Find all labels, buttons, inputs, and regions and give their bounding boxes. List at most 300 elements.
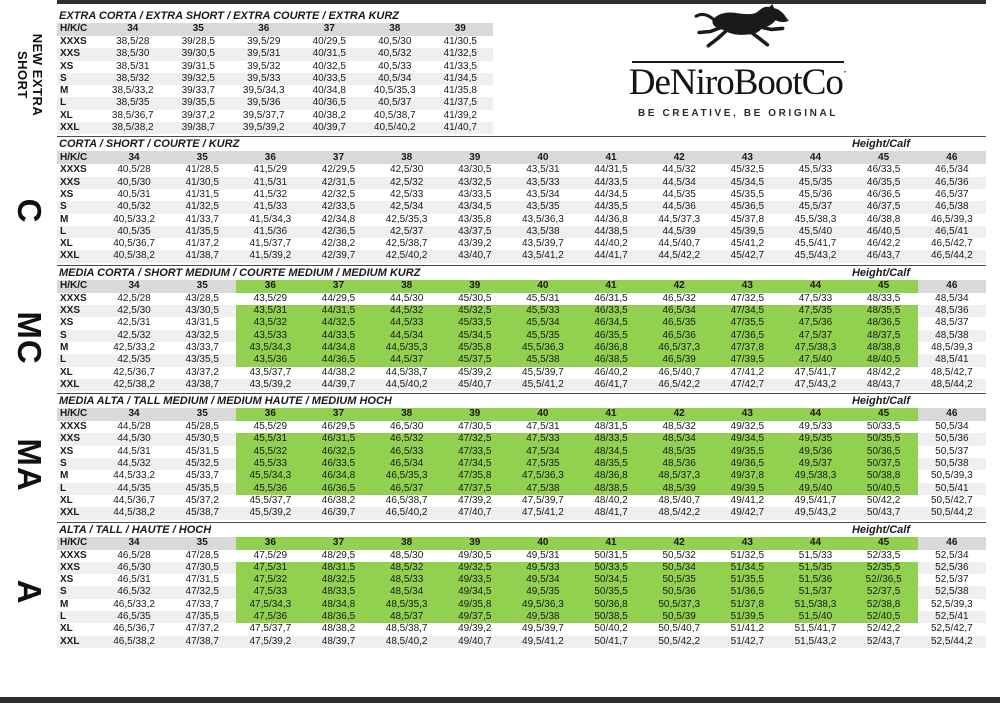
size-cell: 43/35,8 <box>458 213 492 225</box>
size-cell: 40,5/38,2 <box>113 250 155 262</box>
size-cell: 45,5/32 <box>236 446 304 458</box>
size-cell: 41/39,2 <box>443 109 477 121</box>
column-header: 44 <box>781 537 849 550</box>
size-cell: 47,5/36 <box>781 317 849 329</box>
size-cell: 45,5/31 <box>236 433 304 445</box>
column-header: 34 <box>100 280 168 293</box>
table-row <box>57 446 986 458</box>
size-cell: 40/33,5 <box>312 72 346 84</box>
size-cell: 46/34,8 <box>304 470 372 482</box>
size-cell: 50/40,2 <box>594 623 628 635</box>
row-label: XXL <box>60 507 80 519</box>
size-cell: 45/32,5 <box>441 305 509 317</box>
size-cell: 46/37,5 <box>866 201 901 213</box>
table-row <box>57 293 986 305</box>
row-label: XXS <box>60 48 81 60</box>
size-cell: 52/38,8 <box>850 599 918 611</box>
size-cell: 46,5/38,7 <box>385 494 428 506</box>
size-cell: 40,5/37 <box>378 97 412 109</box>
size-cell: 48/36,8 <box>577 470 645 482</box>
size-cell: 45,5/37,7 <box>249 494 292 506</box>
size-cell: 49/35,8 <box>441 599 509 611</box>
table-row <box>57 36 493 48</box>
row-label: XXS <box>60 561 81 573</box>
size-cell: 50,5/36 <box>645 586 713 598</box>
size-cell: 51/37,8 <box>713 599 781 611</box>
table-row <box>57 379 986 391</box>
size-cell: 40/29,5 <box>312 36 346 47</box>
size-cell: 50/36,5 <box>850 446 918 458</box>
size-cell: 49,5/40 <box>781 483 849 495</box>
size-cell: 48/37,5 <box>850 330 918 342</box>
size-cell: 42,5/40,2 <box>385 250 428 262</box>
column-header: 45 <box>850 151 918 164</box>
size-cell: 48,5/40,7 <box>658 494 701 506</box>
size-cell: 49/41,2 <box>730 494 765 506</box>
size-cell: 44,5/37 <box>373 354 441 366</box>
size-cell: 50,5/35 <box>645 574 713 586</box>
size-cell: 52,5/42,7 <box>930 623 973 635</box>
table-row <box>57 189 986 201</box>
size-cell: 50/35,5 <box>577 586 645 598</box>
column-header: 36 <box>231 23 297 36</box>
size-cell: 48,5/37,3 <box>645 470 713 482</box>
size-cell: 50,5/38 <box>935 458 969 470</box>
size-cell: 41,5/29 <box>253 164 288 176</box>
size-cell: 45,5/35 <box>798 176 833 188</box>
row-label: XXXS <box>60 164 87 176</box>
table-title: EXTRA CORTA / EXTRA SHORT / EXTRA COURTE / EXTRA KURZ <box>59 10 400 22</box>
size-cell: 48/33,5 <box>577 433 645 445</box>
size-cell: 47/34,5 <box>713 305 781 317</box>
size-cell: 44,5/31 <box>117 445 151 457</box>
row-label: XXS <box>60 176 81 188</box>
size-cell: 48/38,8 <box>850 342 918 354</box>
size-cell: 44/31,5 <box>304 305 372 317</box>
size-cell: 48,5/42,7 <box>930 366 973 378</box>
side-label-short-medium <box>10 311 48 364</box>
size-cell: 41,5/34,3 <box>249 213 292 225</box>
column-header: 41 <box>577 151 645 164</box>
size-cell: 43,5/32 <box>236 317 304 329</box>
size-cell: 46,5/33 <box>373 446 441 458</box>
size-cell: 51,5/36 <box>781 574 849 586</box>
size-cell: 45/34,5 <box>441 330 509 342</box>
size-table <box>57 280 986 391</box>
size-cell: 41/38,7 <box>185 250 219 262</box>
row-label: M <box>60 85 69 97</box>
size-cell: 45,5/34 <box>509 317 577 329</box>
size-cell: 46/36,5 <box>866 188 901 200</box>
row-label: L <box>60 482 67 494</box>
size-cell: 51,5/37 <box>781 586 849 598</box>
size-cell: 44,5/35,3 <box>373 342 441 354</box>
size-cell: 42/32,5 <box>321 188 356 200</box>
size-cell: 45/34,5 <box>730 176 765 188</box>
size-cell: 47/32,5 <box>441 433 509 445</box>
size-cell: 47/34,5 <box>441 458 509 470</box>
table-row <box>57 507 986 519</box>
column-header: 35 <box>166 23 232 36</box>
size-cell: 48,5/35 <box>645 446 713 458</box>
size-cell: 42,5/35 <box>117 354 151 366</box>
size-cell: 44,5/40,2 <box>385 378 428 390</box>
size-cell: 48/32,5 <box>304 574 372 586</box>
size-cell: 42,5/32 <box>389 176 424 188</box>
size-cell: 46/42,2 <box>866 238 901 250</box>
row-label: L <box>60 354 67 366</box>
table-row <box>57 458 986 470</box>
side-label-extra-short <box>14 34 44 117</box>
table-row <box>57 177 986 189</box>
size-cell: 39/32,5 <box>181 72 215 84</box>
column-header: 45 <box>850 280 918 293</box>
size-cell: 47,5/36 <box>236 611 304 623</box>
size-cell: 45/28,5 <box>185 421 219 433</box>
size-cell: 39,5/31 <box>247 48 281 60</box>
size-cell: 45/30,5 <box>458 292 492 304</box>
size-cell: 44,5/36,7 <box>113 494 155 506</box>
size-cell: 41/37,2 <box>185 238 219 250</box>
size-cell: 47/36,5 <box>713 330 781 342</box>
size-cell: 48/35,5 <box>577 458 645 470</box>
size-cell: 52/33,5 <box>866 549 901 561</box>
size-cell: 47,5/33 <box>236 586 304 598</box>
column-header: 34 <box>100 537 168 550</box>
size-cell: 39/30,5 <box>181 48 215 60</box>
size-cell: 49/42,7 <box>730 507 765 519</box>
size-cell: 44,5/32 <box>373 305 441 317</box>
size-cell: 49,5/38,3 <box>781 470 849 482</box>
size-cell: 41,5/37,7 <box>249 238 292 250</box>
size-cell: 45,5/33 <box>509 305 577 317</box>
size-cell: 47,5/37,7 <box>249 623 292 635</box>
height-calf-label: Height/Calf <box>851 138 910 151</box>
size-cell: 49,5/34 <box>509 574 577 586</box>
size-cell: 41/35,5 <box>185 225 219 237</box>
table-row <box>57 586 986 598</box>
size-cell: 44/32,5 <box>304 317 372 329</box>
table-title: MEDIA ALTA / TALL MEDIUM / MEDIUM HAUTE / MEDIUM HOCH <box>59 395 392 408</box>
size-cell: 50,5/32 <box>662 549 696 561</box>
size-cell: 47,5/39,7 <box>522 494 564 506</box>
size-cell: 43,5/29 <box>253 292 288 304</box>
size-cell: 52/35,5 <box>850 562 918 574</box>
corner-header: H/K/C <box>57 280 100 293</box>
size-cell: 46,5/38,2 <box>113 635 155 647</box>
size-cell: 50/33,5 <box>866 421 901 433</box>
size-cell: 40/38,2 <box>312 109 346 121</box>
size-cell: 41,5/32 <box>253 188 288 200</box>
column-header: 46 <box>918 280 986 293</box>
row-label: M <box>60 341 69 353</box>
size-cell: 43/32,5 <box>458 176 492 188</box>
side-label-short <box>10 199 48 224</box>
size-cell: 47,5/41,2 <box>522 507 564 519</box>
size-cell: 48,5/34 <box>645 433 713 445</box>
size-cell: 43,5/41,2 <box>522 250 564 262</box>
row-label: XL <box>60 623 73 635</box>
size-cell: 46,5/42,7 <box>930 238 973 250</box>
size-cell: 44/36,8 <box>594 213 628 225</box>
column-header: 38 <box>373 280 441 293</box>
table-row <box>57 48 493 60</box>
table-title: CORTA / SHORT / COURTE / KURZ <box>59 138 240 151</box>
column-header: 37 <box>304 151 372 164</box>
size-cell: 45,5/36 <box>236 483 304 495</box>
column-header: 42 <box>645 151 713 164</box>
column-header: 43 <box>713 408 781 421</box>
table-row <box>57 110 493 122</box>
row-label: XXS <box>60 433 81 445</box>
size-cell: 44,5/38,2 <box>113 507 155 519</box>
row-label: XS <box>60 445 74 457</box>
size-cell: 42,5/33 <box>389 188 424 200</box>
size-cell: 46/33,5 <box>866 164 901 176</box>
size-cell: 49,5/39,7 <box>522 623 564 635</box>
size-cell: 46,5/40,7 <box>658 366 701 378</box>
size-cell: 46,5/36 <box>645 330 713 342</box>
size-cell: 44,5/35 <box>117 482 151 494</box>
size-cell: 48,5/34 <box>935 292 969 304</box>
column-header: 37 <box>297 23 363 36</box>
size-cell: 43/28,5 <box>185 292 219 304</box>
size-cell: 44,5/42,2 <box>658 250 701 262</box>
size-cell: 48,5/35,3 <box>373 599 441 611</box>
row-label: S <box>60 72 67 84</box>
size-cell: 47/37,2 <box>185 623 219 635</box>
size-cell: 43,5/31 <box>236 305 304 317</box>
size-cell: 43/35,5 <box>185 354 219 366</box>
size-cell: 48/38,5 <box>577 483 645 495</box>
size-cell: 44/35,5 <box>594 201 628 213</box>
size-cell: 52/43,7 <box>866 635 901 647</box>
size-cell: 46,5/40,2 <box>385 507 428 519</box>
size-cell: 43/38,7 <box>185 378 219 390</box>
size-cell: 50/35,5 <box>850 433 918 445</box>
size-cell: 40,5/30 <box>378 36 412 47</box>
size-cell: 39/31,5 <box>181 60 215 72</box>
size-cell: 50,5/37,3 <box>645 599 713 611</box>
size-cell: 52,5/34 <box>935 549 969 561</box>
size-cell: 47,5/34,3 <box>236 599 304 611</box>
size-cell: 38,5/33,2 <box>111 85 154 97</box>
size-cell: 48,5/36 <box>935 305 969 317</box>
row-label: XXXS <box>60 549 87 561</box>
corner-header: H/K/C <box>57 537 100 550</box>
row-label: XL <box>60 494 73 506</box>
size-cell: 42/36,5 <box>321 225 356 237</box>
column-header: 46 <box>918 408 986 421</box>
size-cell: 43,5/31 <box>526 164 560 176</box>
size-cell: 51/36,5 <box>713 586 781 598</box>
size-cell: 52/42,2 <box>866 623 901 635</box>
row-label: XL <box>60 109 73 121</box>
size-cell: 43/37,5 <box>458 225 492 237</box>
row-label: S <box>60 586 67 598</box>
size-cell: 48,5/30 <box>389 549 424 561</box>
column-header: 42 <box>645 280 713 293</box>
size-cell: 43,5/36,3 <box>522 213 564 225</box>
size-cell: 52,5/38 <box>935 586 969 598</box>
size-cell: 40,5/32 <box>117 201 151 213</box>
size-cell: 44/34,5 <box>594 188 628 200</box>
size-cell: 48,5/36 <box>645 458 713 470</box>
size-cell: 45,5/36,3 <box>509 342 577 354</box>
size-cell: 44,5/28 <box>117 421 151 433</box>
size-cell: 44/39,7 <box>321 378 356 390</box>
size-cell: 42/29,5 <box>321 164 356 176</box>
column-header: 44 <box>781 280 849 293</box>
size-cell: 46/43,7 <box>866 250 901 262</box>
table-row <box>57 354 986 366</box>
size-cell: 48,5/42,2 <box>658 507 701 519</box>
size-cell: 41,5/31 <box>253 176 288 188</box>
column-header: 35 <box>168 408 236 421</box>
size-cell: 44,5/32 <box>662 164 696 176</box>
size-cell: 50,5/39,3 <box>930 470 973 482</box>
size-cell: 49,5/38 <box>509 611 577 623</box>
size-cell: 44,5/30 <box>389 292 424 304</box>
row-label: L <box>60 610 67 622</box>
size-cell: 41/28,5 <box>185 164 219 176</box>
size-cell: 43/33,5 <box>458 188 492 200</box>
size-cell: 49/39,5 <box>713 483 781 495</box>
size-cell: 44/40,2 <box>594 238 628 250</box>
size-cell: 41/34,5 <box>443 72 477 84</box>
size-cell: 48,5/39,3 <box>930 341 973 353</box>
size-cell: 40,5/38,7 <box>373 109 416 121</box>
table-row <box>57 599 986 611</box>
table-title: ALTA / TALL / HAUTE / HOCH <box>59 523 212 536</box>
size-cell: 40,5/31 <box>117 188 151 200</box>
size-cell: 47,5/32 <box>236 574 304 586</box>
size-cell: 39,5/37,7 <box>242 109 285 121</box>
size-cell: 47,5/38,3 <box>781 342 849 354</box>
row-label: XXL <box>60 378 80 390</box>
size-cell: 46/40,2 <box>594 366 628 378</box>
size-cell: 45,5/41,2 <box>522 378 564 390</box>
size-cell: 50,5/41 <box>935 482 969 494</box>
size-cell: 40,5/40,2 <box>373 122 416 134</box>
column-header: 45 <box>850 537 918 550</box>
size-cell: 43/39,2 <box>458 238 492 250</box>
column-header: 41 <box>577 280 645 293</box>
size-cell: 43/32,5 <box>185 329 219 341</box>
column-header: 38 <box>373 537 441 550</box>
column-header: 41 <box>577 537 645 550</box>
size-cell: 46,5/32 <box>117 586 151 598</box>
size-cell: 50/43,7 <box>866 507 901 519</box>
size-cell: 39/37,2 <box>181 109 215 121</box>
size-cell: 45/36,5 <box>730 201 765 213</box>
size-cell: 48/35,5 <box>850 305 918 317</box>
size-cell: 38,5/38,2 <box>111 122 154 134</box>
row-label: XS <box>60 574 74 586</box>
size-cell: 48,5/39 <box>645 483 713 495</box>
size-cell: 50,5/44,2 <box>930 507 973 519</box>
size-cell: 46,5/34 <box>373 458 441 470</box>
size-table <box>57 23 493 134</box>
size-cell: 51/39,5 <box>713 611 781 623</box>
size-cell: 46,5/34 <box>935 164 969 176</box>
size-cell: 47/28,5 <box>185 549 219 561</box>
size-cell: 47,5/40 <box>781 354 849 366</box>
size-cell: 45/35,5 <box>185 482 219 494</box>
column-header: 36 <box>236 151 304 164</box>
column-header: 46 <box>918 537 986 550</box>
size-cell: 47/37,5 <box>441 483 509 495</box>
size-cell: 43,5/33 <box>236 330 304 342</box>
size-cell: 47,5/37 <box>781 330 849 342</box>
table-row <box>57 495 986 507</box>
size-cell: 47/30,5 <box>458 421 492 433</box>
size-cell: 46/38,5 <box>577 354 645 366</box>
size-cell: 46,5/39 <box>645 354 713 366</box>
size-cell: 40,5/36,7 <box>113 238 155 250</box>
size-cell: 40/32,5 <box>312 60 346 72</box>
size-cell: 46/38,8 <box>866 213 901 225</box>
column-header: 39 <box>441 280 509 293</box>
size-cell: 41/31,5 <box>185 188 219 200</box>
size-cell: 48/40,5 <box>850 354 918 366</box>
size-cell: 41,5/33 <box>253 201 288 213</box>
size-cell: 44/34,8 <box>304 342 372 354</box>
size-cell: 45/35,5 <box>730 188 765 200</box>
corner-header: H/K/C <box>57 408 100 421</box>
row-label: S <box>60 201 67 213</box>
size-cell: 47/30,5 <box>185 561 219 573</box>
horse-icon <box>683 4 809 60</box>
size-cell: 40/36,5 <box>312 97 346 109</box>
size-cell: 49,5/35 <box>781 433 849 445</box>
row-label: XXXS <box>60 421 87 433</box>
size-cell: 50/36,8 <box>577 599 645 611</box>
size-cell: 44,5/35 <box>662 188 696 200</box>
size-cell: 40,5/34 <box>378 72 412 84</box>
size-cell: 40,5/33 <box>378 60 412 72</box>
size-cell: 51,5/40 <box>781 611 849 623</box>
table-row <box>57 421 986 433</box>
size-cell: 47,5/29 <box>253 549 288 561</box>
table-row <box>57 226 986 238</box>
table-title-row <box>57 266 986 280</box>
column-header: 39 <box>441 151 509 164</box>
row-label: XS <box>60 317 74 329</box>
size-cell: 38,5/31 <box>116 60 150 72</box>
size-table <box>57 151 986 262</box>
size-cell: 45,5/37 <box>798 201 833 213</box>
size-cell: 52/40,5 <box>850 611 918 623</box>
size-cell: 48/36,5 <box>304 611 372 623</box>
row-label: S <box>60 329 67 341</box>
size-cell: 45/35,8 <box>441 342 509 354</box>
size-cell: 50/38,5 <box>577 611 645 623</box>
size-cell: 49,5/41,7 <box>794 494 837 506</box>
brand-logo <box>598 4 878 119</box>
size-cell: 47/39,2 <box>458 494 492 506</box>
size-cell: 47/38,7 <box>185 635 219 647</box>
size-cell: 48,5/44,2 <box>930 378 973 390</box>
bottom-border-bar <box>0 697 1000 703</box>
size-cell: 39/33,7 <box>181 85 215 97</box>
column-header: 40 <box>509 537 577 550</box>
table-row <box>57 562 986 574</box>
size-cell: 47,5/33 <box>798 292 833 304</box>
size-cell: 42/39,7 <box>321 250 356 262</box>
size-table-section-tall-medium <box>57 393 986 519</box>
size-cell: 49/39,2 <box>458 623 492 635</box>
